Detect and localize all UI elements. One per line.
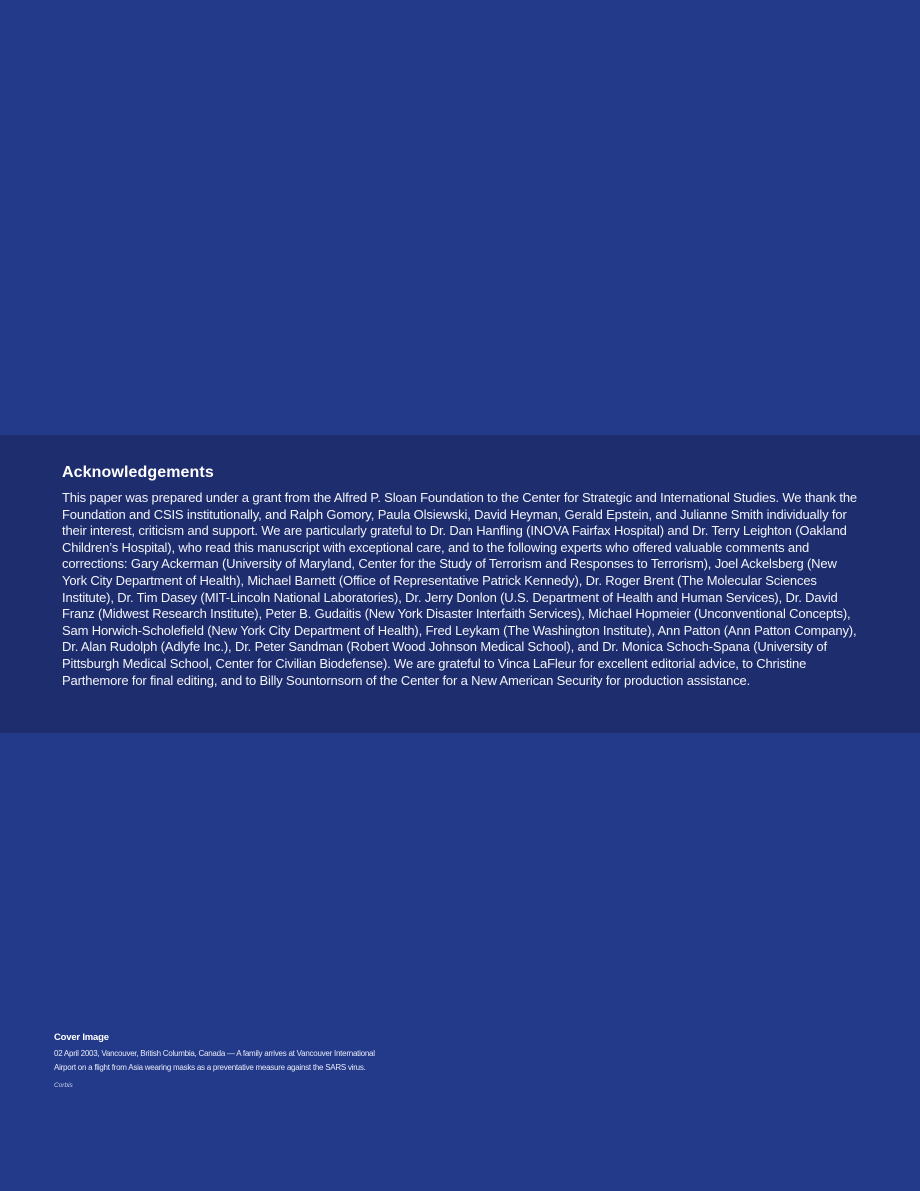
acknowledgements-section — [0, 435, 920, 733]
photo-credit: Corbis — [54, 1082, 73, 1089]
acknowledgements-heading: Acknowledgements — [62, 464, 214, 481]
cover-image-credit — [54, 1032, 384, 1090]
cover-image-title: Cover Image — [54, 1032, 109, 1043]
acknowledgements-body: This paper was prepared under a grant from the Alfred P. Sloan Foundation to the Center for Strategic and International Studies. We thank the Foundation and CSIS institutionally, and Ralph Gomory, Paula Olsiewski, David Heyman, Gerald Epstein, and Julianne Smith individually for their interest, criticism and support. We are particularly grateful to Dr. Dan Hanfling (INOVA Fairfax Hospital) and Dr. Terry Leighton (Oakland Children’s Hospital), who read this manuscript with exceptional care, and to the following experts who offered valuable comments and corrections: Gary Ackerman (University of Maryland, Center for the Study of Terrorism and Responses to Terrorism), Joel Ackelsberg (New York City Department of Health), Michael Barnett (Office of Representative Patrick Kennedy), Dr. Roger Brent (The Molecular Sciences Institute), Dr. Tim Dasey (MIT-Lincoln National Laboratories), Dr. Jerry Donlon (U.S. Department of Health and Human Services), Dr. David Franz (Midwest Research Institute), Peter B. Gudaitis (New York Disaster Interfaith Services), Michael Hopmeier (Unconventional Concepts), Sam Horwich-Scholefield (New York City Department of Health), Fred Leykam (The Washington Institute), Ann Patton (Ann Patton Company), Dr. Alan Rudolph (Adlyfe Inc.), Dr. Peter Sandman (Robert Wood Johnson Medical School), and Dr. Monica Schoch-Spana (University of Pittsburgh Medical School, Center for Civilian Biodefense). We are grateful to Vinca LaFleur for excellent editorial advice, to Christine Parthemore for final editing, and to Billy Sountornsorn of the Center for a New American Security for production assistance. — [62, 490, 857, 688]
cover-image-caption: 02 April 2003, Vancouver, British Columbia, Canada — A family arrives at Vancouver International Airport on a flight from Asia wearing masks as a preventative measure against the SARS virus. — [54, 1049, 375, 1072]
